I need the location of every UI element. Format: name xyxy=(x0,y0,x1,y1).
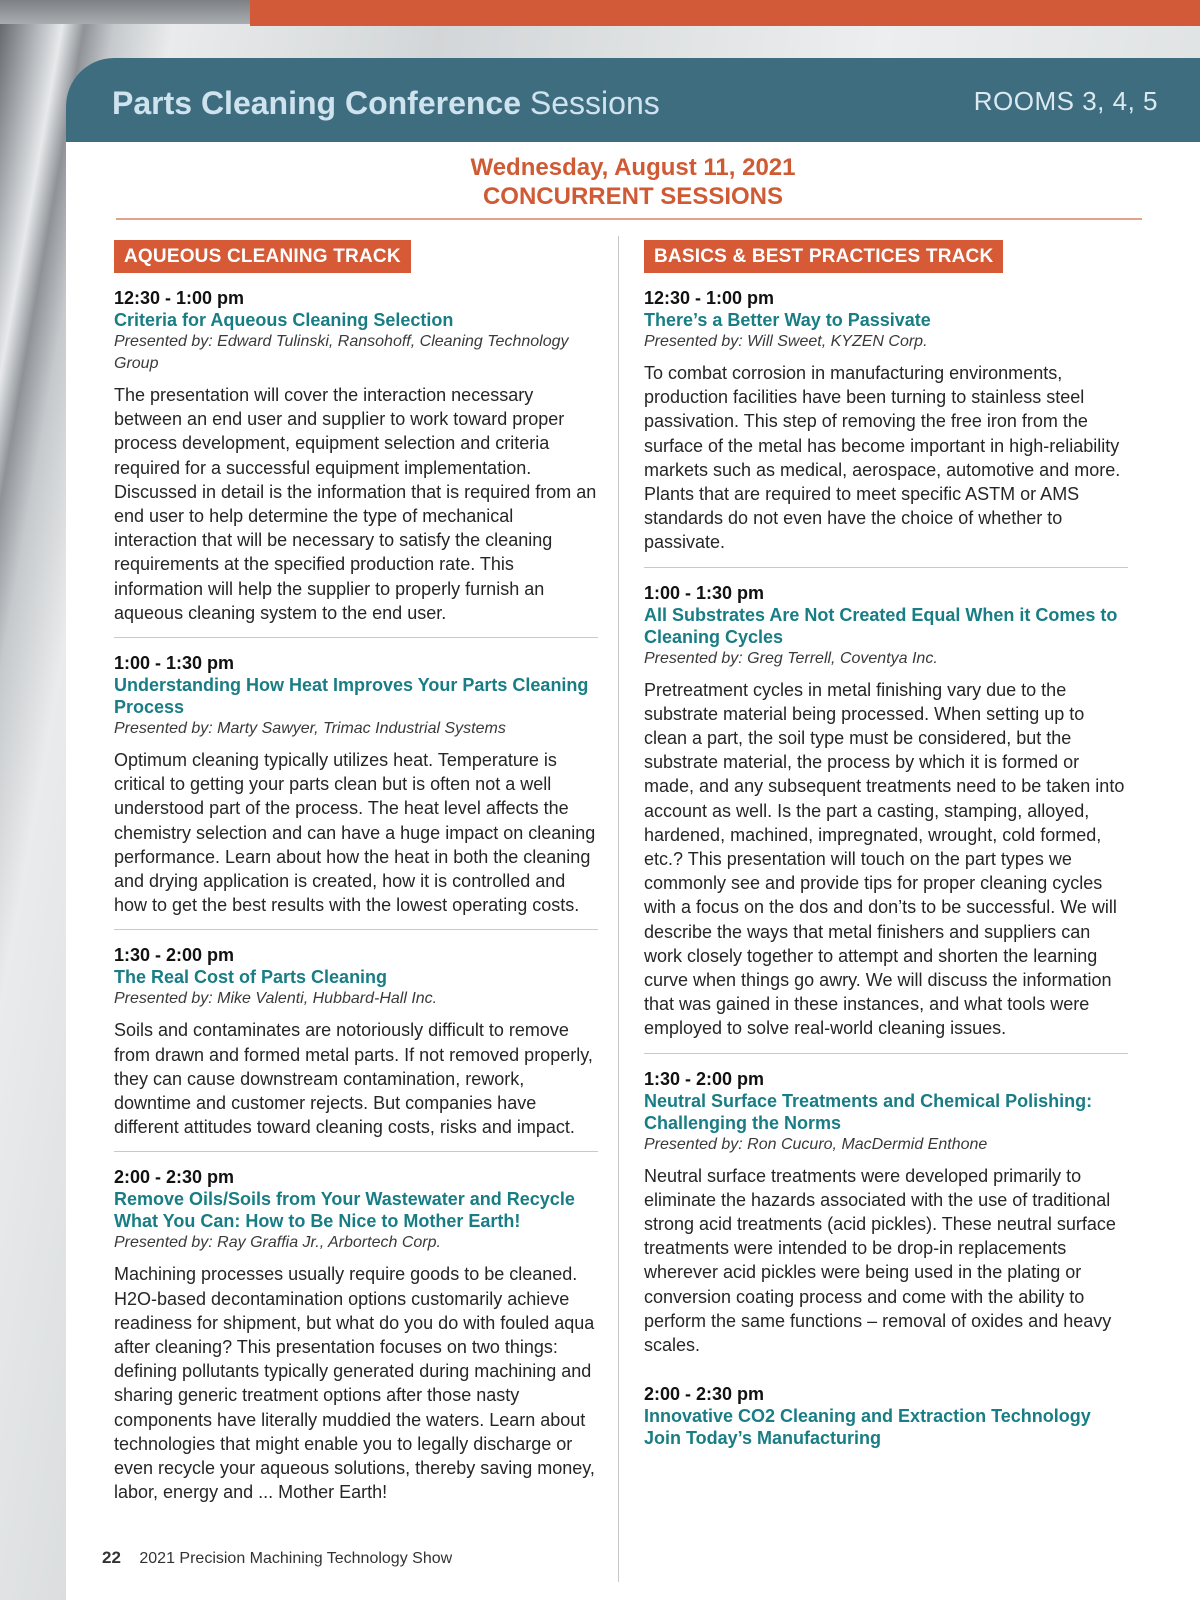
page-title-bold: Parts Cleaning Conference xyxy=(112,85,521,121)
session-title: The Real Cost of Parts Cleaning xyxy=(114,967,388,988)
session-presenter: Presented by: Mike Valenti, Hubbard-Hall Inc. xyxy=(114,990,438,1008)
session-item xyxy=(114,1166,598,1516)
heading-rule xyxy=(116,218,1142,220)
page-footer xyxy=(102,1548,452,1568)
session-item xyxy=(114,944,598,1152)
session-time: 2:00 - 2:30 pm xyxy=(114,1167,235,1188)
session-description: To combat corrosion in manufacturing environments, production facilities have been turning to stainless steel passivation. This step of removing the free iron from the surface of the metal has become important in high-reliability markets such as medical, aerospace, automotive and more. Plants that are required to meet specific ASTM or AMS standards do not even have the choice of whether to passivate. xyxy=(644,363,1121,553)
session-description: Optimum cleaning typically utilizes heat. Temperature is critical to getting your parts clean but is often not a well understood part of the process. The heat level affects the chemistry selection and can have a huge impact on cleaning performance. Learn about how the heat in both the cleaning and drying application is created, how it is controlled and how to get the best results with the lowest operating costs. xyxy=(114,750,596,916)
session-time: 1:00 - 1:30 pm xyxy=(644,582,765,603)
session-description: Neutral surface treatments were developed primarily to eliminate the hazards associated with the use of traditional strong acid treatments (acid pickles). These neutral surface treatments were intended to be drop-in replacements wherever acid pickles were being used in the plating or conversion coating process and come with the ability to perform the same functions – removal of oxides and heavy scales. xyxy=(644,1165,1116,1356)
session-time: 2:00 - 2:30 pm xyxy=(644,1384,765,1405)
session-title: Neutral Surface Treatments and Chemical Polishing: Challenging the Norms xyxy=(644,1090,1093,1133)
session-presenter: Presented by: Ray Graffia Jr., Arbortech Corp. xyxy=(114,1234,441,1252)
session-time: 1:30 - 2:00 pm xyxy=(114,945,235,966)
session-description: Soils and contaminates are notoriously difficult to remove from drawn and formed metal parts. If not removed properly, they can cause downstream contamination, rework, downtime and customer rejects. But companies have different attitudes toward cleaning costs, risks and impact. xyxy=(114,1020,593,1138)
publication-name: 2021 Precision Machining Technology Show xyxy=(139,1550,453,1567)
page-number: 22 xyxy=(102,1548,121,1567)
session-presenter: Presented by: Will Sweet, KYZEN Corp. xyxy=(644,333,928,350)
session-title: Understanding How Heat Improves Your Parts Cleaning Process xyxy=(114,675,589,718)
session-item xyxy=(644,287,1128,568)
concurrent-sessions-heading: CONCURRENT SESSIONS xyxy=(482,183,784,210)
page-title xyxy=(112,85,660,122)
session-time: 12:30 - 1:00 pm xyxy=(644,288,775,308)
header-band xyxy=(66,58,1200,142)
event-date: Wednesday, August 11, 2021 xyxy=(470,154,796,181)
session-time: 1:30 - 2:00 pm xyxy=(644,1068,765,1089)
session-title: All Substrates Are Not Created Equal When it Comes to Cleaning Cycles xyxy=(644,604,1118,647)
rooms-label: ROOMS 3, 4, 5 xyxy=(973,86,1158,116)
session-item xyxy=(114,287,598,638)
session-item xyxy=(644,1383,1128,1461)
session-title: There’s a Better Way to Passivate xyxy=(644,310,931,330)
page-title-light: Sessions xyxy=(529,85,660,121)
column-divider xyxy=(618,236,619,1582)
session-presenter: Presented by: Greg Terrell, Coventya Inc. xyxy=(644,649,938,667)
aqueous-track-column xyxy=(114,240,598,1531)
page-sheet xyxy=(66,58,1200,1600)
session-time: 1:00 - 1:30 pm xyxy=(114,653,235,674)
basics-track-column xyxy=(644,240,1128,1475)
session-title: Innovative CO2 Cleaning and Extraction Technology Join Today’s Manufacturing xyxy=(644,1406,1091,1449)
session-item xyxy=(644,582,1128,1054)
top-orange-stripe xyxy=(250,0,1200,26)
session-item xyxy=(114,652,598,930)
session-title: Criteria for Aqueous Cleaning Selection xyxy=(114,310,454,330)
session-item xyxy=(644,1068,1128,1370)
session-presenter: Presented by: Marty Sawyer, Trimac Industrial Systems xyxy=(114,720,506,738)
session-description: Pretreatment cycles in metal finishing vary due to the substrate material being processed. When setting up to clean a part, the soil type must be considered, but the substrate material, the process by which it is formed or made, and any subsequent treatments need to be taken into account as well. Is the part a casting, stamping, alloyed, hardened, machined, impregnated, wrought, cold formed, etc.? This presentation will touch on the part types we commonly see and provide tips for proper cleaning cycles with a focus on the dos and don’ts to be successful. We will describe the ways that metal finishers and suppliers can work closely together to attempt and shorten the learning curve when things go awry. We will discuss the information that was gained in these instances, and what tools were employed to solve real-world cleaning issues. xyxy=(644,679,1125,1039)
session-title: Remove Oils/Soils from Your Wastewater and Recycle What You Can: How to Be Nice to Mother Earth! xyxy=(114,1189,575,1232)
session-presenter: Presented by: Ron Cucuro, MacDermid Enthone xyxy=(644,1135,988,1153)
session-presenter: Presented by: Edward Tulinski, Ransohoff, Cleaning Technology Group xyxy=(114,333,569,372)
session-description: The presentation will cover the interaction necessary between an end user and supplier to work toward proper process development, equipment selection and criteria required for a successful equipment implementation. Discussed in detail is the information that is required from an end user to help determine the type of mechanical interaction that will be necessary to satisfy the cleaning requirements at the specified production rate. This information will help the supplier to properly furnish an aqueous cleaning system to the end user. xyxy=(114,385,597,623)
track-badge-basics: BASICS & BEST PRACTICES TRACK xyxy=(644,240,1003,273)
track-badge-aqueous: AQUEOUS CLEANING TRACK xyxy=(114,240,411,273)
session-time: 12:30 - 1:00 pm xyxy=(114,288,245,308)
session-description: Machining processes usually require goods to be cleaned. H2O-based decontamination options customarily achieve readiness for shipment, but what do you do with fouled aqua after cleaning? This presentation focuses on two things: defining pollutants typically generated during machining and sharing generic treatment options after those nasty components have literally muddied the waters. Learn about technologies that might enable you to legally discharge or even recycle your aqueous solutions, thereby saving money, labor, energy and ... Mother Earth! xyxy=(114,1264,595,1503)
